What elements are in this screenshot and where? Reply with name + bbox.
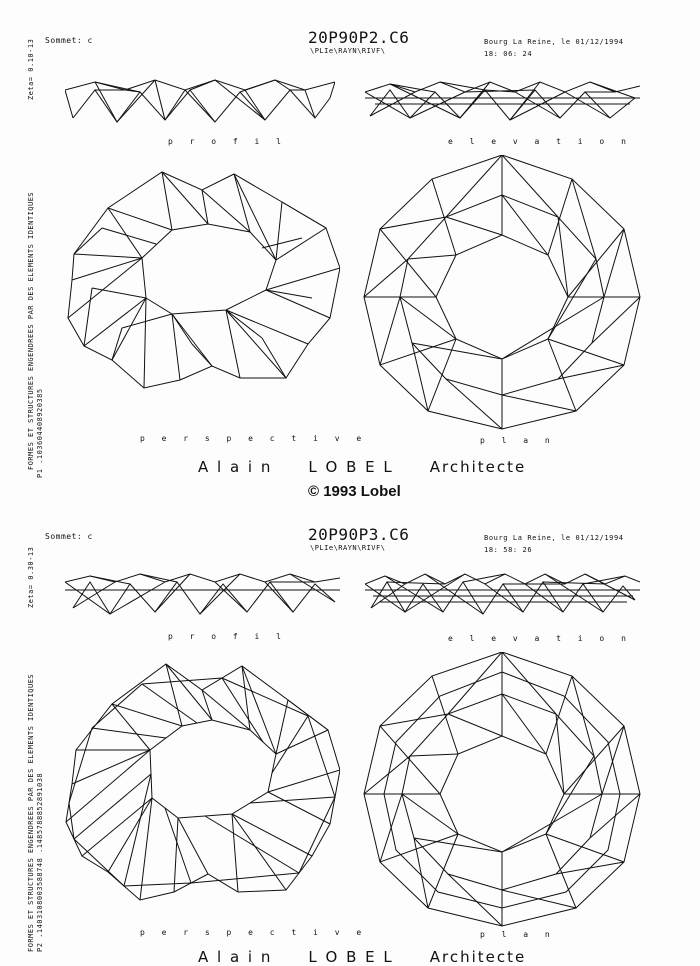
vertical-zeta: Zeta= 0.10-13 [27,38,35,100]
author-line [198,458,526,476]
vertical-title: FORMES ET STRUCTURES ENGENDREES PAR DES ELEMENTS IDENTIQUES [27,191,35,470]
label-elevation: e l e v a t i o n [448,137,632,146]
author-role: Architecte [429,948,527,966]
vertical-params: P1 .103604408920385 [36,388,44,478]
copyright: © 1993 Lobel [308,483,401,500]
label-profil: p r o f i l [168,632,287,641]
author-last-name: L O B E L [308,948,394,966]
label-perspective: p e r s p e c t i v e [140,434,368,443]
label-plan: p l a n [480,436,556,445]
vertical-title: FORMES ET STRUCTURES ENGENDREES PAR DES ELEMENTS IDENTIQUES [27,673,35,952]
file-path: \PLIe\RAYN\RIVF\ [310,544,386,552]
profil-drawing [65,572,340,620]
author-first-name: A l a i n [198,948,273,966]
profil-drawing [65,78,335,128]
elevation-drawing [365,572,640,620]
file-path: \PLIe\RAYN\RIVF\ [310,47,386,55]
perspective-drawing [62,168,340,393]
author-first-name: A l a i n [198,458,273,476]
vertical-params: P2 .1403108003588748 .1485788852891038 [36,772,44,952]
time-stamp: 18: 58: 26 [484,546,533,554]
sommet-label: Sommet: c [45,36,93,45]
label-perspective: p e r s p e c t i v e [140,928,368,937]
file-name: 20P90P2.C6 [308,28,410,47]
drawing-sheet-2 [0,512,700,966]
place-date: Bourg La Reine, le 01/12/1994 [484,534,624,542]
label-profil: p r o f i l [168,137,287,146]
plan-drawing [362,652,642,927]
author-role: Architecte [429,458,527,476]
file-name: 20P90P3.C6 [308,525,410,544]
author-last-name: L O B E L [308,458,394,476]
place-date: Bourg La Reine, le 01/12/1994 [484,38,624,46]
perspective-drawing [62,660,340,908]
elevation-drawing [365,78,640,128]
vertical-zeta: Zeta= 0.30-13 [27,546,35,608]
plan-drawing [362,155,642,430]
sommet-label: Sommet: c [45,532,93,541]
label-plan: p l a n [480,930,556,939]
time-stamp: 18: 06: 24 [484,50,533,58]
label-elevation: e l e v a t i o n [448,634,632,643]
author-line [198,948,526,966]
